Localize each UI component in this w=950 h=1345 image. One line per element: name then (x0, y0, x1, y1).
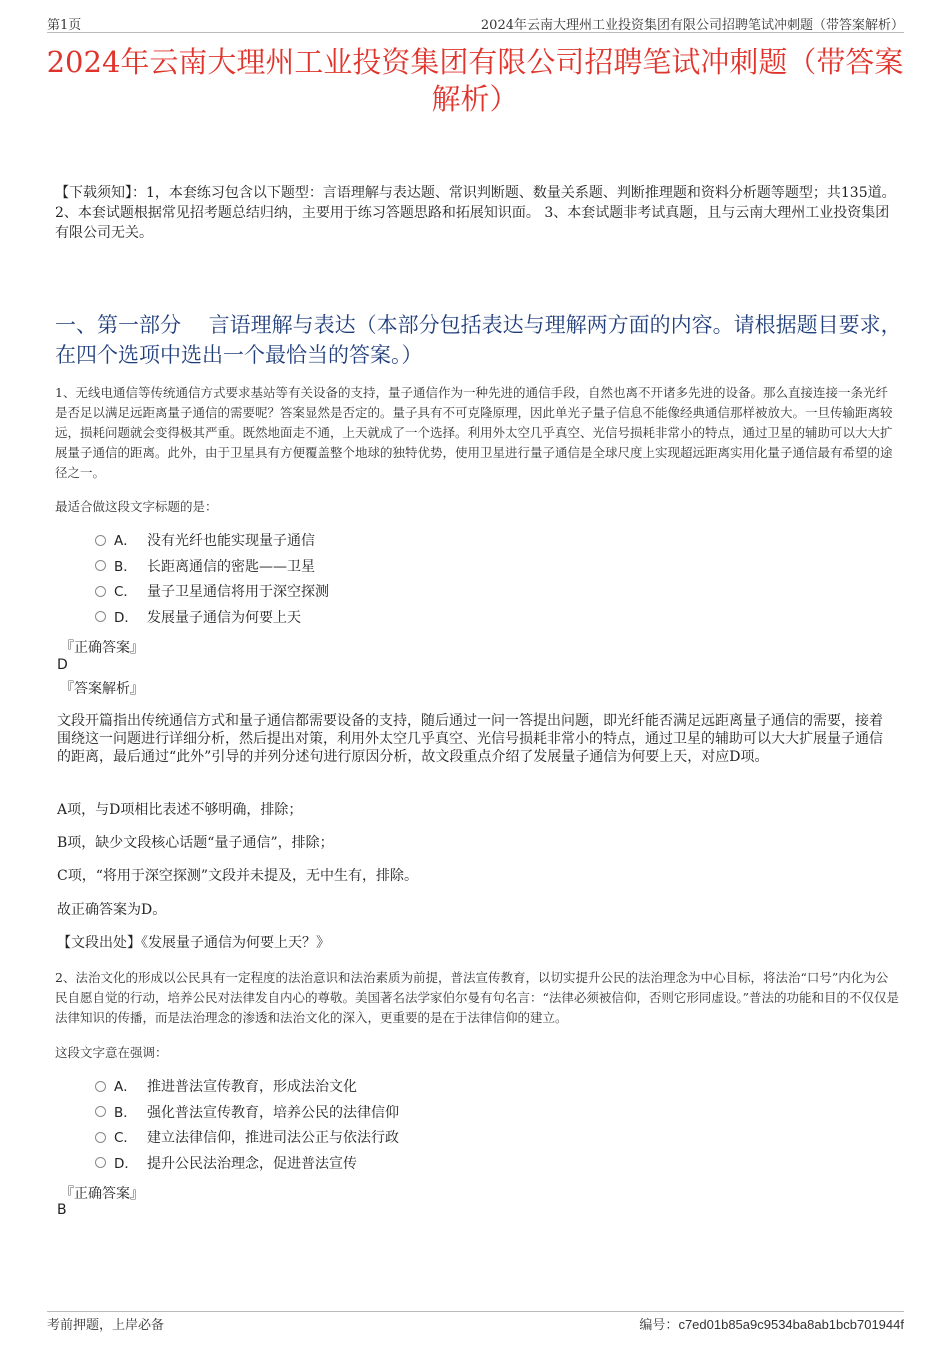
option-letter: C． (114, 584, 137, 600)
option-c[interactable] (95, 580, 329, 606)
answer-value: D (57, 657, 68, 673)
option-b[interactable] (95, 1101, 399, 1127)
option-letter: D． (114, 609, 138, 626)
document-title: 2024年云南大理州工业投资集团有限公司招聘笔试冲刺题（带答案解析） (46, 45, 904, 116)
answer-label: 『正确答案』 (60, 1186, 144, 1202)
analysis-line-b: B项，缺少文段核心话题“量子通信”，排除； (57, 835, 334, 851)
option-a[interactable] (95, 529, 329, 555)
option-letter: C． (114, 1130, 137, 1146)
option-text: 推进普法宣传教育，形成法治文化 (147, 1079, 357, 1095)
option-d[interactable] (95, 606, 329, 632)
page-header (47, 12, 904, 33)
page-footer (47, 1311, 904, 1332)
option-text: 长距离通信的密匙——卫星 (147, 558, 315, 575)
question-1-text: 1、无线电通信等传统通信方式要求基站等有关设备的支持，量子通信作为一种先进的通信手段，自然也离不开诸多先进的设备。那么直接连接一条光纤是否足以满足远距离量子通信的需要呢？答案显然是否定的。量子具有不可克隆原理，因此单光子量子信息不能像经典通信那样被放大。一旦传输距离较远，损耗问题就会变得极其严重。既然地面走不通，上天就成了一个选择。利用外太空几乎真空、光信号损耗非常小的特点，通过卫星的辅助可以大大扩展量子通信的距离。此外，由于卫星具有方便覆盖整个地球的独特优势，使用卫星进行量子通信是全球尺度上实现超远距离实用化量子通信最有希望的途径之一。 (55, 385, 893, 480)
option-text: 没有光纤也能实现量子通信 (147, 533, 315, 549)
option-d[interactable] (95, 1152, 399, 1178)
option-letter: B． (114, 1104, 137, 1121)
radio-icon[interactable] (95, 1132, 106, 1143)
footer-code-value: c7ed01b85a9c9534ba8ab1bcb701944f (678, 1317, 904, 1332)
radio-icon[interactable] (95, 1157, 106, 1168)
analysis-line-a: A项，与D项相比表述不够明确，排除； (57, 802, 303, 818)
analysis-line-c: C项，“将用于深空探测”文段并未提及，无中生有，排除。 (57, 868, 419, 884)
header-doc-title: 2024年云南大理州工业投资集团有限公司招聘笔试冲刺题（带答案解析） (480, 18, 904, 33)
section-heading: 一、第一部分 言语理解与表达（本部分包括表达与理解两方面的内容。请根据题目要求，在四个选项中选出一个最恰当的答案。） (55, 313, 902, 367)
option-b[interactable] (95, 555, 329, 581)
answer-value: B (57, 1202, 67, 1218)
option-letter: D． (114, 1155, 138, 1172)
footer-code-label: 编号： (639, 1318, 679, 1333)
analysis-conclusion: 故正确答案为D。 (57, 902, 167, 918)
question-2-prompt: 这段文字意在强调： (55, 1045, 168, 1060)
option-text: 强化普法宣传教育，培养公民的法律信仰 (147, 1104, 399, 1121)
option-text: 提升公民法治理念，促进普法宣传 (147, 1155, 357, 1172)
radio-icon[interactable] (95, 1106, 106, 1117)
radio-icon[interactable] (95, 535, 106, 546)
option-letter: A． (114, 533, 137, 549)
analysis-label: 『答案解析』 (60, 681, 144, 697)
radio-icon[interactable] (95, 1081, 106, 1092)
option-text: 发展量子通信为何要上天 (147, 609, 301, 626)
page-number: 第1页 (47, 18, 82, 33)
option-c[interactable] (95, 1126, 399, 1152)
footer-code (639, 1314, 904, 1333)
option-text: 量子卫星通信将用于深空探测 (147, 584, 329, 600)
option-letter: A． (114, 1079, 137, 1095)
question-2-options (95, 1075, 399, 1177)
option-a[interactable] (95, 1075, 399, 1101)
question-1-prompt: 最适合做这段文字标题的是： (55, 499, 218, 514)
radio-icon[interactable] (95, 611, 106, 622)
footer-slogan: 考前押题，上岸必备 (47, 1318, 165, 1333)
radio-icon[interactable] (95, 586, 106, 597)
analysis-paragraph: 文段开篇指出传统通信方式和量子通信都需要设备的支持，随后通过一问一答提出问题，即光纤能否满足远距离量子通信的需要，接着围绕这一问题进行详细分析，然后提出对策，利用外太空几乎真空、光信号损耗非常小的特点，通过卫星的辅助可以大大扩展量子通信的距离，最后通过“此外”引导的并列分述句进行原因分析，故文段重点介绍了发展量子通信为何要上天，对应D项。 (57, 713, 883, 765)
option-letter: B． (114, 558, 137, 575)
analysis-source: 【文段出处】《发展量子通信为何要上天？》 (57, 935, 330, 951)
question-1-options (95, 529, 329, 631)
question-2-text: 2、法治文化的形成以公民具有一定程度的法治意识和法治素质为前提，普法宣传教育，以切实提升公民的法治理念为中心目标，将法治“口号”内化为公民自愿自觉的行动，培养公民对法律发自内心的尊敬。美国著名法学家伯尔曼有句名言：“法律必须被信仰，否则它形同虚设。”普法的功能和目的不仅仅是法律知识的传播，而是法治理念的渗透和法治文化的深入，更重要的是在于法律信仰的建立。 (55, 970, 900, 1025)
radio-icon[interactable] (95, 560, 106, 571)
answer-label: 『正确答案』 (60, 640, 144, 656)
download-notice: 【下载须知】：1，本套练习包含以下题型：言语理解与表达题、常识判断题、数量关系题、判断推理题和资料分析题等题型；共135道。 2、本套试题根据常见招考题总结归纳，主要用于练习答题思路和拓展知识面。 3、本套试题非考试真题，且与云南大理州工业投资集团有限公司无关。 (55, 185, 896, 241)
option-text: 建立法律信仰，推进司法公正与依法行政 (147, 1130, 399, 1146)
